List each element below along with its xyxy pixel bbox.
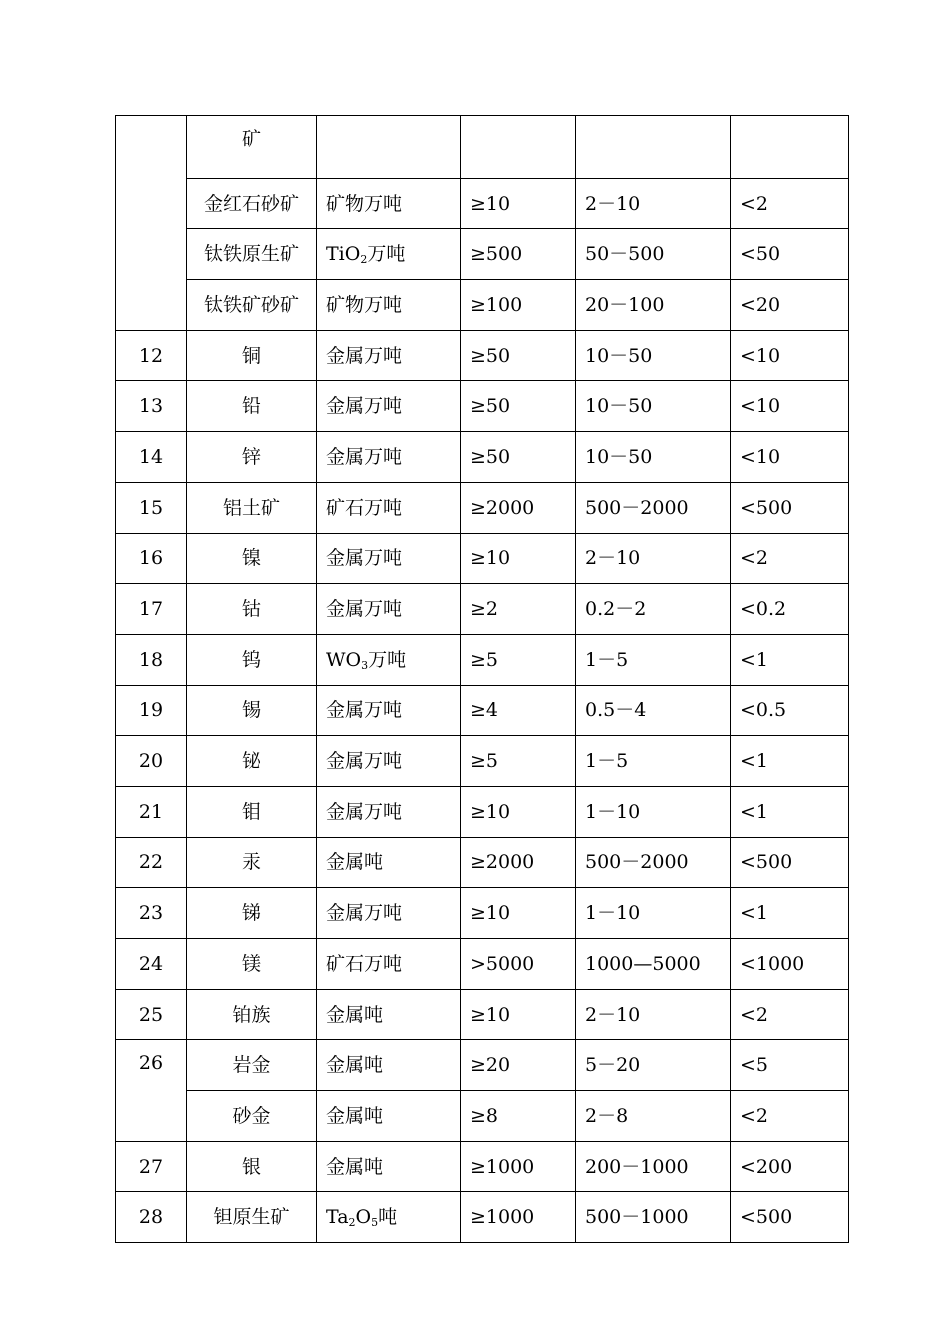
small-cell: <50: [731, 229, 849, 280]
large-cell: ≥2000: [461, 837, 576, 888]
large-cell: ≥1000: [461, 1141, 576, 1192]
table-row: [116, 178, 849, 229]
unit-cell: 金属吨: [317, 1141, 461, 1192]
mineral-cell: 锡: [187, 685, 317, 736]
medium-cell: 1000—5000: [576, 939, 731, 990]
small-cell: <0.2: [731, 584, 849, 635]
serial-cell: [116, 116, 187, 331]
table-row: [116, 939, 849, 990]
unit-cell: 矿物万吨: [317, 178, 461, 229]
unit-cell: 金属吨: [317, 837, 461, 888]
serial-cell: 22: [116, 837, 187, 888]
table-row: [116, 330, 849, 381]
small-cell: <20: [731, 280, 849, 331]
mineral-cell: 砂金: [187, 1091, 317, 1142]
medium-cell: 500－2000: [576, 482, 731, 533]
mineral-cell: 钴: [187, 584, 317, 635]
mineral-cell: 铅: [187, 381, 317, 432]
large-cell: ≥100: [461, 280, 576, 331]
mineral-cell: 金红石砂矿: [187, 178, 317, 229]
unit-cell: $WO_3$万吨: [317, 634, 461, 685]
medium-cell: 2－10: [576, 178, 731, 229]
serial-cell: 18: [116, 634, 187, 685]
unit-cell: $Ta_2O_5$吨: [317, 1192, 461, 1243]
serial-cell: 20: [116, 736, 187, 787]
serial-cell: 27: [116, 1141, 187, 1192]
medium-cell: 10－50: [576, 432, 731, 483]
small-cell: <5: [731, 1040, 849, 1091]
mineral-cell: 银: [187, 1141, 317, 1192]
medium-cell: 0.2－2: [576, 584, 731, 635]
medium-cell: 200－1000: [576, 1141, 731, 1192]
serial-cell: 17: [116, 584, 187, 635]
small-cell: <2: [731, 178, 849, 229]
large-cell: ≥2: [461, 584, 576, 635]
mineral-cell: 钛铁矿砂矿: [187, 280, 317, 331]
serial-cell: 26: [116, 1040, 187, 1141]
unit-cell: 金属万吨: [317, 533, 461, 584]
table-row: [116, 736, 849, 787]
unit-cell: 金属万吨: [317, 685, 461, 736]
medium-cell: 500－2000: [576, 837, 731, 888]
medium-cell: 1－10: [576, 888, 731, 939]
unit-cell: 矿石万吨: [317, 482, 461, 533]
table-row: [116, 634, 849, 685]
unit-cell: [317, 116, 461, 179]
medium-cell: 2－10: [576, 989, 731, 1040]
small-cell: <2: [731, 533, 849, 584]
large-cell: ≥1000: [461, 1192, 576, 1243]
table-row: [116, 786, 849, 837]
unit-cell: 矿物万吨: [317, 280, 461, 331]
large-cell: ≥2000: [461, 482, 576, 533]
large-cell: ≥20: [461, 1040, 576, 1091]
large-cell: ≥4: [461, 685, 576, 736]
unit-cell: 金属万吨: [317, 786, 461, 837]
mineral-cell: 钽原生矿: [187, 1192, 317, 1243]
serial-cell: 16: [116, 533, 187, 584]
table-row: [116, 1091, 849, 1142]
large-cell: ≥50: [461, 330, 576, 381]
large-cell: ≥10: [461, 533, 576, 584]
small-cell: <10: [731, 432, 849, 483]
small-cell: <2: [731, 989, 849, 1040]
unit-cell: 金属万吨: [317, 381, 461, 432]
table-row: [116, 533, 849, 584]
mineral-cell: 钨: [187, 634, 317, 685]
small-cell: <0.5: [731, 685, 849, 736]
large-cell: ≥10: [461, 786, 576, 837]
serial-cell: 19: [116, 685, 187, 736]
small-cell: <1: [731, 634, 849, 685]
unit-cell: 金属吨: [317, 989, 461, 1040]
mineral-cell: 岩金: [187, 1040, 317, 1091]
serial-cell: 14: [116, 432, 187, 483]
mineral-cell: 铋: [187, 736, 317, 787]
small-cell: <500: [731, 837, 849, 888]
medium-cell: 2－10: [576, 533, 731, 584]
mineral-cell: 镍: [187, 533, 317, 584]
large-cell: ≥50: [461, 432, 576, 483]
small-cell: <500: [731, 482, 849, 533]
large-cell: ≥500: [461, 229, 576, 280]
unit-cell: 金属万吨: [317, 330, 461, 381]
serial-cell: 28: [116, 1192, 187, 1243]
small-cell: [731, 116, 849, 179]
table-row: [116, 280, 849, 331]
small-cell: <200: [731, 1141, 849, 1192]
unit-cell: 矿石万吨: [317, 939, 461, 990]
table-row: [116, 989, 849, 1040]
medium-cell: 20－100: [576, 280, 731, 331]
table-row: [116, 432, 849, 483]
unit-cell: 金属万吨: [317, 432, 461, 483]
large-cell: ≥10: [461, 989, 576, 1040]
table-row: [116, 837, 849, 888]
unit-cell: 金属吨: [317, 1040, 461, 1091]
large-cell: [461, 116, 576, 179]
medium-cell: 10－50: [576, 330, 731, 381]
small-cell: <1: [731, 786, 849, 837]
large-cell: ≥50: [461, 381, 576, 432]
serial-cell: 24: [116, 939, 187, 990]
medium-cell: 50－500: [576, 229, 731, 280]
table-row: [116, 116, 849, 179]
medium-cell: 5－20: [576, 1040, 731, 1091]
table-row: [116, 1040, 849, 1091]
mineral-cell: 锌: [187, 432, 317, 483]
medium-cell: 2－8: [576, 1091, 731, 1142]
mineral-scale-table: [115, 115, 849, 1243]
table-row: [116, 685, 849, 736]
table-row: [116, 1141, 849, 1192]
mineral-cell: 汞: [187, 837, 317, 888]
small-cell: <10: [731, 330, 849, 381]
table-row: [116, 482, 849, 533]
large-cell: >5000: [461, 939, 576, 990]
large-cell: ≥10: [461, 888, 576, 939]
unit-cell: 金属万吨: [317, 888, 461, 939]
medium-cell: 1－10: [576, 786, 731, 837]
unit-cell: TiO$_2$万吨: [317, 229, 461, 280]
mineral-cell: 铜: [187, 330, 317, 381]
large-cell: ≥10: [461, 178, 576, 229]
medium-cell: 500－1000: [576, 1192, 731, 1243]
large-cell: ≥8: [461, 1091, 576, 1142]
small-cell: <2: [731, 1091, 849, 1142]
serial-cell: 15: [116, 482, 187, 533]
table-row: [116, 381, 849, 432]
serial-cell: 23: [116, 888, 187, 939]
medium-cell: 10－50: [576, 381, 731, 432]
small-cell: <10: [731, 381, 849, 432]
mineral-cell: 镁: [187, 939, 317, 990]
mineral-cell: 钼: [187, 786, 317, 837]
table-row: [116, 888, 849, 939]
unit-cell: 金属万吨: [317, 736, 461, 787]
medium-cell: [576, 116, 731, 179]
large-cell: ≥5: [461, 634, 576, 685]
medium-cell: 1－5: [576, 634, 731, 685]
mineral-cell: 锑: [187, 888, 317, 939]
serial-cell: 25: [116, 989, 187, 1040]
serial-cell: 13: [116, 381, 187, 432]
table-row: [116, 229, 849, 280]
mineral-cell: 铂族: [187, 989, 317, 1040]
medium-cell: 1－5: [576, 736, 731, 787]
small-cell: <1: [731, 888, 849, 939]
table-row: [116, 584, 849, 635]
small-cell: <500: [731, 1192, 849, 1243]
unit-cell: 金属吨: [317, 1091, 461, 1142]
serial-cell: 21: [116, 786, 187, 837]
mineral-cell: 钛铁原生矿: [187, 229, 317, 280]
medium-cell: 0.5－4: [576, 685, 731, 736]
mineral-cell: 矿: [187, 116, 317, 179]
table-row: [116, 1192, 849, 1243]
small-cell: <1000: [731, 939, 849, 990]
small-cell: <1: [731, 736, 849, 787]
serial-cell: 12: [116, 330, 187, 381]
large-cell: ≥5: [461, 736, 576, 787]
mineral-cell: 铝土矿: [187, 482, 317, 533]
unit-cell: 金属万吨: [317, 584, 461, 635]
